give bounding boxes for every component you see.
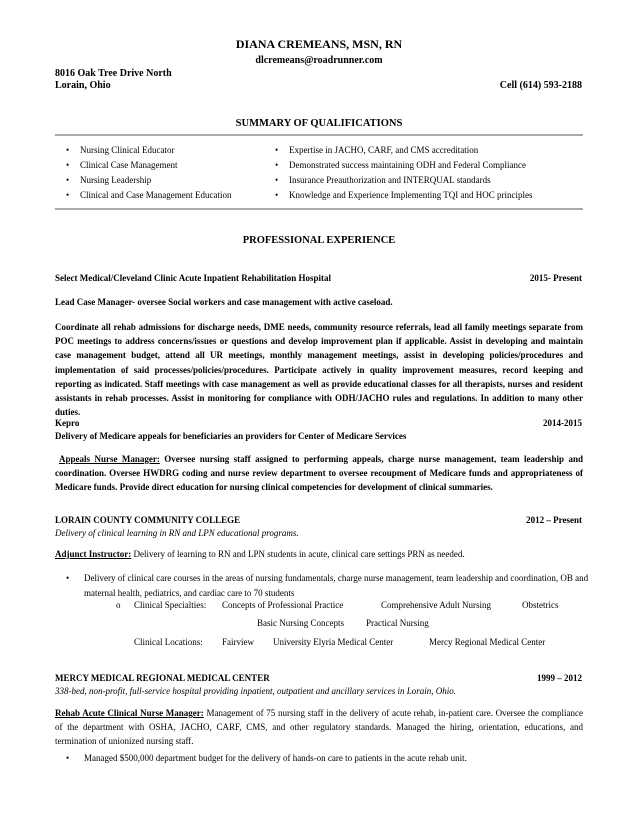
job1-employer: Select Medical/Cleveland Clinic Acute Inpatient Rehabilitation Hospital <box>55 273 331 283</box>
job4-subtitle: 338-bed, non-profit, full-service hospital providing inpatient, outpatient and ancillary services in Lorain, Ohio. <box>55 686 457 696</box>
summary-title: SUMMARY OF QUALIFICATIONS <box>235 118 403 129</box>
qualification-item: • Clinical Case Management <box>64 158 231 173</box>
job4-employer: MERCY MEDICAL REGIONAL MEDICAL CENTER <box>55 673 270 683</box>
job2-dates: 2014-2015 <box>543 418 582 428</box>
specialty-item: Practical Nursing <box>366 618 429 628</box>
sub-bullet-marker: o <box>116 600 121 610</box>
job3-subtitle: Delivery of clinical learning in RN and LPN educational programs. <box>55 528 299 538</box>
locations-label: Clinical Locations: <box>134 637 203 647</box>
address-line-2: Lorain, Ohio <box>55 80 111 91</box>
job1-dates: 2015- Present <box>529 273 582 283</box>
email-address[interactable]: dlcremeans@roadrunner.com <box>255 55 383 66</box>
job4-role-label: Rehab Acute Clinical Nurse Manager: <box>55 708 204 718</box>
job3-bullet: • Delivery of clinical care courses in the areas of nursing fundamentals, charge nurse management, team leadership and coordination, OB and maternal health, pediatrics, and cardiac care to 70 students <box>66 571 602 600</box>
specialty-item: Comprehensive Adult Nursing <box>381 600 491 610</box>
qualification-item: • Clinical and Case Management Education <box>64 188 231 203</box>
candidate-name: DIANA CREMEANS, MSN, RN <box>235 37 403 51</box>
specialty-item: Basic Nursing Concepts <box>257 618 344 628</box>
summary-top-rule <box>55 134 583 136</box>
qualification-item: • Nursing Clinical Educator <box>64 143 231 158</box>
job4-description-block <box>55 706 583 749</box>
qualifications-left-list <box>64 143 231 203</box>
specialties-label: Clinical Specialties: <box>134 600 207 610</box>
qualification-item: • Insurance Preauthorization and INTERQUAL standards <box>273 173 533 188</box>
location-item: University Elyria Medical Center <box>273 637 394 647</box>
job3-role-label: Adjunct Instructor: <box>55 549 132 559</box>
job3-role-line <box>55 549 465 559</box>
job1-role: Lead Case Manager- oversee Social workers and case management with active caseload. <box>55 297 393 307</box>
phone-number: Cell (614) 593-2188 <box>499 80 582 91</box>
job2-description: Oversee nursing staff assigned to performing appeals, charge nurse management, team leadership and coordination. Oversee HWDRG coding and nurse review department to oversee recoupment of Medicare funds and appropriateness of Medicare funds. Provide direct education for nursing clinical competencies for development of clinical summaries. <box>55 454 584 493</box>
qualification-item: • Knowledge and Experience Implementing TQI and HOC principles <box>273 188 533 203</box>
qualifications-right-list <box>273 143 533 203</box>
location-item: Fairview <box>222 637 254 647</box>
job2-role-label: Appeals Nurse Manager: <box>59 454 160 464</box>
specialty-item: Concepts of Professional Practice <box>222 600 344 610</box>
summary-bottom-rule <box>55 208 583 210</box>
job4-bullet: • Managed $500,000 department budget for the delivery of hands-on care to patients in the acute rehab unit. <box>66 751 602 766</box>
job2-description-block <box>55 452 583 495</box>
experience-title: PROFESSIONAL EXPERIENCE <box>242 235 396 246</box>
job2-employer: Kepro <box>55 418 80 428</box>
job4-dates: 1999 – 2012 <box>537 673 582 683</box>
job3-role-text: Delivery of learning to RN and LPN students in acute, clinical care settings PRN as needed. <box>131 549 465 559</box>
job3-dates: 2012 – Present <box>526 515 582 525</box>
location-item: Mercy Regional Medical Center <box>429 637 546 647</box>
qualification-item: • Nursing Leadership <box>64 173 231 188</box>
job3-employer: LORAIN COUNTY COMMUNITY COLLEGE <box>55 515 241 525</box>
qualification-item: • Expertise in JACHO, CARF, and CMS accreditation <box>273 143 533 158</box>
job1-description: Coordinate all rehab admissions for discharge needs, DME needs, community resource referrals, lead all family meetings separate from POC meetings to address concerns/issues or questions and develop improvement plan if applicable. Assist in developing and maintain case management budget, attend all UR meetings, monthly management meetings, assist in developing policies/procedures and implementation of said processes/policies/procedures. Participate actively in quality improvement measures, record keeping and reporting as indicated. Staff meetings with case management as well as provide educational classes for all therapists, nurses and resident assistants in rehab processes. Assist in monitoring for compliance with ODH/JACHO rules and regulations. In addition to many other duties. <box>55 322 583 418</box>
address-line-1: 8016 Oak Tree Drive North <box>55 68 172 79</box>
specialty-item: Obstetrics <box>522 600 559 610</box>
job2-subtitle: Delivery of Medicare appeals for beneficiaries an providers for Center of Medicare Services <box>55 431 407 441</box>
qualification-item: • Demonstrated success maintaining ODH and Federal Compliance <box>273 158 533 173</box>
job4-role-text: Management of 75 nursing staff in the delivery of acute rehab, in-patient care. Oversee the compliance of the department with OSHA, JACHO, CARF, CMS, and other regulatory standards. Managed the hiring, orientation, educations, and termination of unionized nursing staff. <box>55 708 583 747</box>
